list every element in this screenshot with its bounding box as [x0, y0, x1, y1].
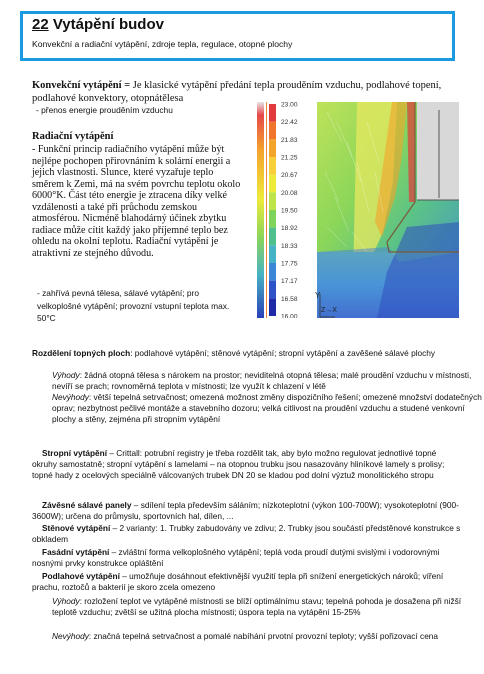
- podl-vyhody-paragraph: [32, 596, 482, 618]
- legend-value: 16.00: [281, 313, 298, 318]
- zavesne-paragraph: [32, 500, 462, 522]
- legend-value: 22.42: [281, 119, 298, 127]
- fasadni-heading: Fasádní vytápění: [42, 547, 110, 557]
- radiacni-text: - Funkční princip radiačního vytápění může být nejlépe pochopen přirovnáním k solární energii a jejich vlastnosti. Slunce, které vyzařuje teplo směrem k Zemi, má na svém povrchu teplotu okolo 6000°K. Část této energie je ztracena díky velké vzdálenosti a také při průchodu zemskou atmosférou. Nicméně blahodárný účinek zbytku radiace může cítit každý jako příjemné teplo bez ohledu na okolní teplotu. Radiační vytápění je atraktivní ze stejného důvodu.: [32, 144, 241, 259]
- podl-nevyhody-label: Nevýhody: [52, 631, 89, 641]
- temperature-figure-svg: [257, 102, 462, 318]
- legend-value: 23.00: [281, 102, 298, 109]
- nevyhody-text: : větší tepelná setrvačnost; omezená možnost změny dispozičního řešení; omezené množství dodatečných oprav; nezbytnost pečlivé montáže a stavebního dozoru; velká citlivost na proudění vzduchu a studené venkovní plochy a stěny, zejména při stropním vytápění: [52, 392, 482, 424]
- podl-vyhody-label: Výhody: [52, 596, 80, 606]
- window-area: [417, 102, 459, 200]
- vyhody-text: : žádná otopná tělesa s nárokem na prostor; neviditelná otopná tělesa; malé proudění vzduchu v místnosti, nevíří se prach; rovnoměrná teplota v místnosti; lze využít k chlazení v létě: [52, 370, 472, 391]
- stenove-heading: Stěnové vytápění: [42, 523, 111, 533]
- rozdeleni-text: : podlahové vytápění; stěnové vytápění; stropní vytápění a zavěšené sálavé plochy: [130, 348, 436, 358]
- temperature-figure: [257, 102, 462, 318]
- stropni-paragraph: [32, 448, 462, 480]
- podlahove-text: – umožňuje dosáhnout efektivnější využití tepla při snížení energetických nároků; víření prachu, roztočů a bakterií je skoro zcela omezeno: [32, 571, 444, 592]
- axis-x-label: Z→X: [321, 307, 337, 314]
- legend-value: 21.83: [281, 136, 298, 144]
- legend-swatch: [269, 175, 276, 193]
- podl-nevyhody-paragraph: [32, 631, 482, 642]
- chapter-number: 22: [32, 16, 49, 33]
- konvekcni-text: Je klasické vytápění předání tepla prouděním vzduchu, podlahové topení, podlahové konvektory, otopnátělesa: [32, 80, 442, 104]
- legend-value: 17.75: [281, 260, 298, 268]
- stenove-text: – 2 varianty: 1. Trubky zabudovány ve zdivu; 2. Trubky jsou součástí předstěnové konstrukce s obkladem: [32, 523, 461, 544]
- legend-value: 19.50: [281, 207, 298, 215]
- konvekcni-heading: Konvekční vytápění =: [32, 80, 133, 91]
- temperature-legend: [269, 102, 298, 318]
- radiacni-heading: Radiační vytápění: [32, 131, 114, 142]
- podlahove-paragraph: [32, 571, 462, 593]
- legend-value: 16.58: [281, 295, 298, 303]
- strip-edge: [266, 102, 267, 318]
- podl-nevyhody-text: : značná tepelná setrvačnost a pomalé nabíhání prvotní provozní teploty; vyšší pořizovací cena: [88, 631, 439, 641]
- podl-vyhody-text: : rozložení teplot ve vytápěné místnosti se blíží optimálnímu stavu; tepelná pohoda je dosažena při nižší teplotě vzduchu; zvětší se užitná plocha místnosti; úspora tepla na vytápění 15-25%: [52, 596, 462, 617]
- legend-swatch: [269, 122, 276, 140]
- vyhody-paragraph: [32, 370, 482, 392]
- legend-value: 17.17: [281, 278, 298, 286]
- legend-value: 20.08: [281, 189, 298, 197]
- vyhody-label: Výhody: [52, 370, 80, 380]
- page-subtitle: Konvekční a radiační vytápění, zdroje tepla, regulace, otopné plochy: [32, 39, 293, 49]
- header-box: [20, 11, 455, 61]
- legend-swatch: [269, 228, 276, 246]
- simulation-field: [317, 102, 459, 318]
- nevyhody-label: Nevýhody: [52, 392, 89, 402]
- legend-swatch: [269, 263, 276, 281]
- page-title: [32, 16, 164, 33]
- axis-y-label: Y: [315, 291, 321, 300]
- rozdeleni-heading: Rozdělení topných ploch: [32, 348, 131, 358]
- chapter-title: Vytápění budov: [48, 16, 164, 33]
- color-scale-strip: [257, 102, 264, 318]
- fasadni-text: – zvláštní forma velkoplošného vytápění; teplá voda proudí dutými svislými i vodorovnými nosnými prvky konstrukce opláštění: [32, 547, 440, 568]
- legend-swatch: [269, 157, 276, 175]
- fasadni-paragraph: [32, 547, 462, 569]
- radiacni-bullet: - zahřívá pevná tělesa, sálavé vytápění; pro velkoplošné vytápění; provozní vstupní teplota max. 50°C: [37, 288, 230, 323]
- legend-value: 18.33: [281, 242, 298, 250]
- nevyhody-paragraph: [32, 392, 482, 424]
- legend-swatch: [269, 210, 276, 228]
- rozdeleni-paragraph: [32, 348, 462, 359]
- legend-swatch: [269, 192, 276, 210]
- legend-swatch: [269, 245, 276, 263]
- legend-value: 20.67: [281, 172, 298, 180]
- legend-value: 18.92: [281, 225, 298, 233]
- zavesne-heading: Závěsné sálavé panely: [42, 500, 132, 510]
- konvekcni-bullet: - přenos energie prouděním vzduchu: [36, 105, 173, 115]
- zavesne-text: – sdílení tepla především sáláním; nízkoteplotní (výkon 100-700W); vysokoteplotní (900-3600W); určena do průmyslu, sportovních hal, dílen, ...: [32, 500, 459, 521]
- legend-swatch: [269, 281, 276, 299]
- legend-swatch: [269, 139, 276, 157]
- stropni-heading: Stropní vytápění: [42, 448, 108, 458]
- podlahove-heading: Podlahové vytápění: [42, 571, 120, 581]
- legend-swatch: [269, 104, 276, 122]
- stropni-text: – Crittall: potrubní registry je třeba rozdělit tak, aby bylo možno regulovat jednotlivé topné okruhy samostatně; stropní vytápění s lamelami – na otopnou trubku jsou nasazovány hliníkové lamely s prolisy; topné hady z ocelových speciálně válcovaných trubek DN 20 se kladou pod dolní výztuž monolitického stropu: [32, 448, 445, 480]
- legend-value: 21.25: [281, 154, 298, 162]
- stenove-paragraph: [32, 523, 462, 545]
- legend-swatch: [269, 298, 276, 316]
